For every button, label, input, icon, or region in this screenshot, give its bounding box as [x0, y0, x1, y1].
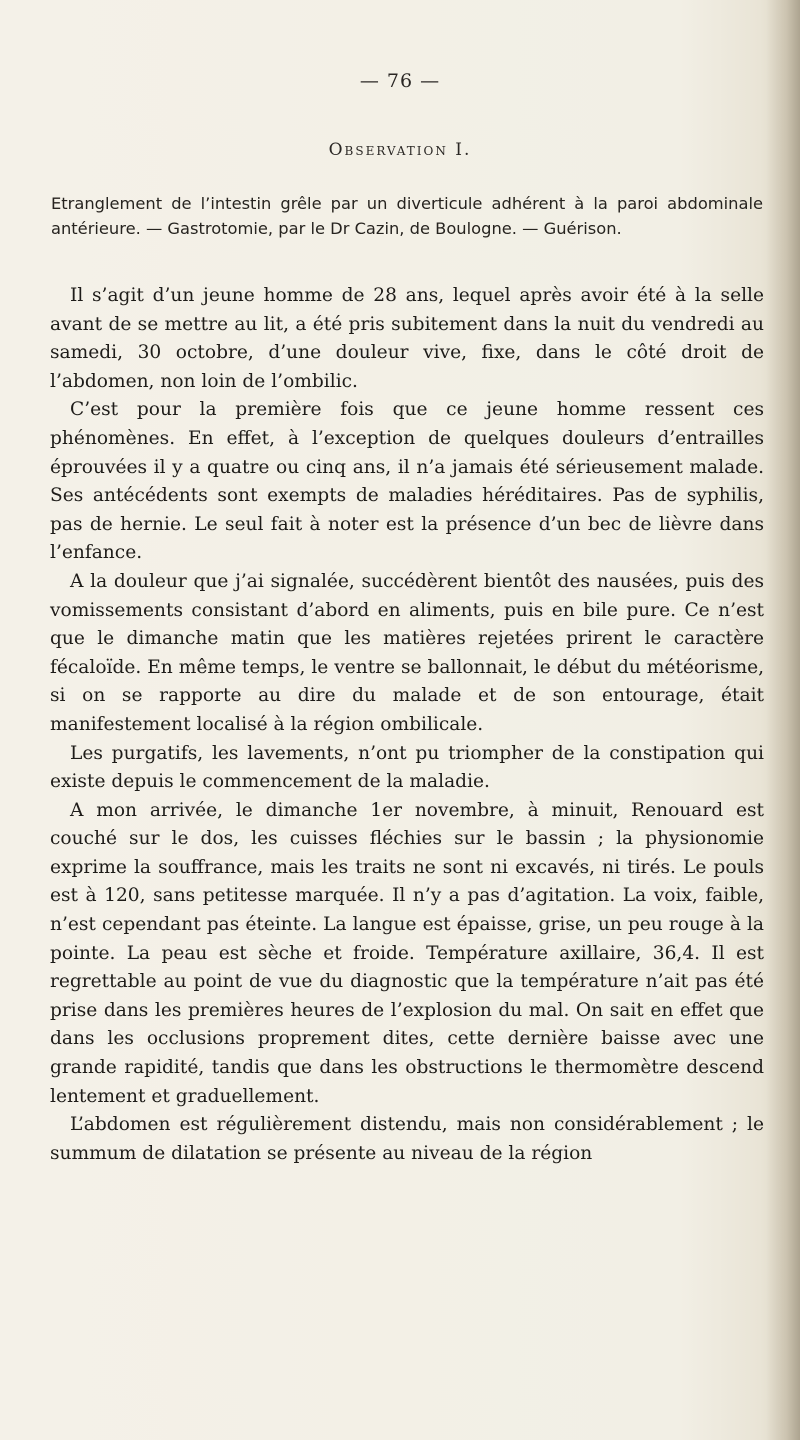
observation-title: Observation I. [328, 140, 472, 160]
paragraph: C’est pour la première fois que ce jeune homme ressent ces phénomènes. En effet, à l’exception de quelques douleurs d’entrailles éprouvées il y a quatre ou cinq ans, il n’a jamais été sérieusement malade. Ses antécédents sont exempts de maladies héréditaires. Pas de syphilis, pas de hernie. Le seul fait à noter est la présence d’un bec de lièvre dans l’enfance. [50, 399, 764, 564]
paragraph: Les purgatifs, les lavements, n’ont pu triompher de la constipation qui existe depuis le commencement de la maladie. [50, 742, 764, 793]
case-summary [51, 192, 763, 241]
paragraph: Il s’agit d’un jeune homme de 28 ans, lequel après avoir été à la selle avant de se mettre au lit, a été pris subitement dans la nuit du vendredi au samedi, 30 octobre, d’une douleur vive, fixe, dans le côté droit de l’abdomen, non loin de l’ombilic. [50, 285, 764, 392]
paragraph: L’abdomen est régulièrement distendu, mais non considérablement ; le summum de dilatation se présente au niveau de la région [50, 1114, 764, 1164]
body-text [50, 282, 764, 1168]
page-edge-shadow [766, 0, 800, 1440]
page-number: — 76 — [359, 70, 441, 92]
paragraph: A mon arrivée, le dimanche 1er novembre, à minuit, Renouard est couché sur le dos, les cuisses fléchies sur le bassin ; la physionomie exprime la souffrance, mais les traits ne sont ni excavés, ni tirés. Le pouls est à 120, sans petitesse marquée. Il n’y a pas d’agitation. La voix, faible, n’est cependant pas éteinte. La langue est épaisse, grise, un peu rouge à la pointe. La peau est sèche et froide. Température axillaire, 36,4. Il est regrettable au point de vue du diagnostic que la température n’ait pas été prise dans les premières heures de l’explosion du mal. On sait en effet que dans les occlusions proprement dites, cette dernière baisse avec une grande rapidité, tandis que dans les obstructions le thermomètre descend lentement et graduellement. [50, 799, 764, 1107]
summary-text: Etranglement de l’intestin grêle par un diverticule adhérent à la paroi abdominale antérieure. — Gastrotomie, par le Dr Cazin, de Boulogne. — Guérison. [51, 194, 763, 238]
paragraph: A la douleur que j’ai signalée, succédèrent bientôt des nausées, puis des vomissements consistant d’abord en aliments, puis en bile pure. Ce n’est que le dimanche matin que les matières rejetées prirent le caractère fécaloïde. En même temps, le ventre se ballonnait, le début du météorisme, si on se rapporte au dire du malade et de son entourage, était manifestement localisé à la région ombilicale. [50, 570, 764, 735]
